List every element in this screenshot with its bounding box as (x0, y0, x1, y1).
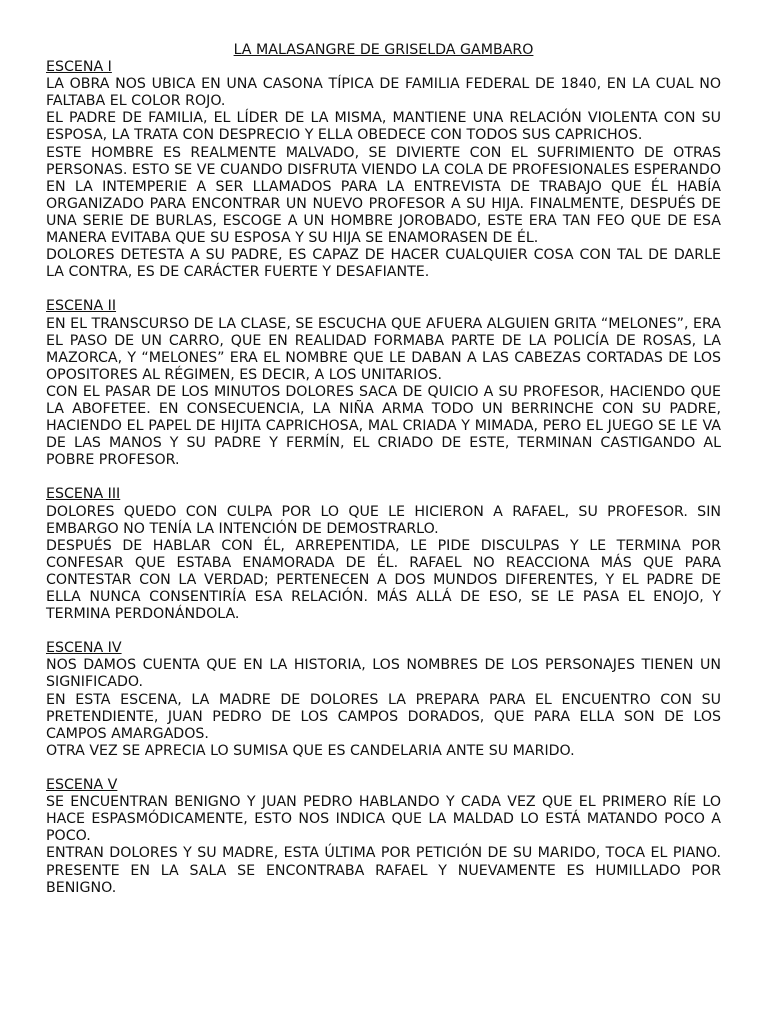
scene-3 (46, 486, 721, 623)
paragraph: DOLORES DETESTA A SU PADRE, ES CAPAZ DE HACER CUALQUIER COSA CON TAL DE DARLE LA CONTRA, ES DE CARÁCTER FUERTE Y DESAFIANTE. (46, 247, 721, 281)
document-title: LA MALASANGRE DE GRISELDA GAMBARO (233, 42, 534, 58)
paragraph: OTRA VEZ SE APRECIA LO SUMISA QUE ES CANDELARIA ANTE SU MARIDO. (46, 742, 575, 759)
paragraph: NOS DAMOS CUENTA QUE EN LA HISTORIA, LOS NOMBRES DE LOS PERSONAJES TIENEN UN SIGNIFICADO. (46, 657, 721, 691)
paragraph: EN EL TRANSCURSO DE LA CLASE, SE ESCUCHA QUE AFUERA ALGUIEN GRITA “MELONES”, ERA EL PASO DE UN CARRO, QUE EN REALIDAD FORMABA PARTE DE LA POLICÍA DE ROSAS, LA MAZORCA, Y “MELONES” ERA EL NOMBRE QUE LE DABAN A LAS CABEZAS CORTADAS DE LOS OPOSITORES AL RÉGIMEN, ES DECIR, A LOS UNITARIOS. (46, 315, 721, 383)
paragraph: DESPUÉS DE HABLAR CON ÉL, ARREPENTIDA, LE PIDE DISCULPAS Y LE TERMINA POR CONFESAR QUE ESTABA ENAMORADA DE ÉL. RAFAEL NO REACCIONA MÁS QUE PARA CONTESTAR CON LA VERDAD; PERTENECEN A DOS MUNDOS DIFERENTES, Y EL PADRE DE ELLA NUNCA CONSENTIRÍA ESA RELACIÓN. MÁS ALLÁ DE ESO, SE LE PASA EL ENOJO, Y TERMINA PERDONÁNDOLA. (46, 537, 721, 623)
paragraph: DOLORES QUEDO CON CULPA POR LO QUE LE HICIERON A RAFAEL, SU PROFESOR. SIN EMBARGO NO TENÍA LA INTENCIÓN DE DEMOSTRARLO. (46, 503, 721, 537)
scene-heading: ESCENA II (46, 298, 117, 315)
scene-4 (46, 640, 721, 760)
paragraph: CON EL PASAR DE LOS MINUTOS DOLORES SACA DE QUICIO A SU PROFESOR, HACIENDO QUE LA ABOFETEE. EN CONSECUENCIA, LA NIÑA ARMA TODO UN BERRINCHE CON SU PADRE, HACIENDO EL PAPEL DE HIJITA CAPRICHOSA, MAL CRIADA Y MIMADA, PERO EL JUEGO SE LE VA DE LAS MANOS Y SU PADRE Y FERMÍN, EL CRIADO DE ESTE, TERMINAN CASTIGANDO AL POBRE PROFESOR. (46, 383, 721, 469)
scene-heading: ESCENA I (46, 59, 112, 76)
paragraph: ESTE HOMBRE ES REALMENTE MALVADO, SE DIVIERTE CON EL SUFRIMIENTO DE OTRAS PERSONAS. ESTO SE VE CUANDO DISFRUTA VIENDO LA COLA DE PROFESIONALES ESPERANDO EN LA INTEMPERIE A SER LLAMADOS PARA LA ENTREVISTA DE TRABAJO QUE ÉL HABÍA ORGANIZADO PARA ENCONTRAR UN NUEVO PROFESOR A SU HIJA. FINALMENTE, DESPUÉS DE UNA SERIE DE BURLAS, ESCOGE A UN HOMBRE JOROBADO, ESTE ERA TAN FEO QUE DE ESA MANERA EVITABA QUE SU ESPOSA Y SU HIJA SE ENAMORASEN DE ÉL. (46, 144, 721, 247)
paragraph: ENTRAN DOLORES Y SU MADRE, ESTA ÚLTIMA POR PETICIÓN DE SU MARIDO, TOCA EL PIANO. PRESENTE EN LA SALA SE ENCONTRABA RAFAEL Y NUEVAMENTE ES HUMILLADO POR BENIGNO. (46, 845, 721, 896)
scene-heading: ESCENA V (46, 777, 118, 794)
document-page (46, 42, 721, 897)
paragraph: EN ESTA ESCENA, LA MADRE DE DOLORES LA PREPARA PARA EL ENCUENTRO CON SU PRETENDIENTE, JUAN PEDRO DE LOS CAMPOS DORADOS, QUE PARA ELLA SON DE LOS CAMPOS AMARGADOS. (46, 691, 721, 742)
paragraph: SE ENCUENTRAN BENIGNO Y JUAN PEDRO HABLANDO Y CADA VEZ QUE EL PRIMERO RÍE LO HACE ESPASMÓDICAMENTE, ESTO NOS INDICA QUE LA MALDAD LO ESTÁ MATANDO POCO A POCO. (46, 794, 721, 845)
scene-heading: ESCENA IV (46, 640, 122, 657)
scene-heading: ESCENA III (46, 486, 121, 503)
paragraph: LA OBRA NOS UBICA EN UNA CASONA TÍPICA DE FAMILIA FEDERAL DE 1840, EN LA CUAL NO FALTABA EL COLOR ROJO. (46, 76, 721, 110)
scene-2 (46, 298, 721, 469)
paragraph: EL PADRE DE FAMILIA, EL LÍDER DE LA MISMA, MANTIENE UNA RELACIÓN VIOLENTA CON SU ESPOSA, LA TRATA CON DESPRECIO Y ELLA OBEDECE CON TODOS SUS CAPRICHOS. (46, 110, 721, 144)
scene-1 (46, 59, 721, 281)
scene-5 (46, 777, 721, 897)
